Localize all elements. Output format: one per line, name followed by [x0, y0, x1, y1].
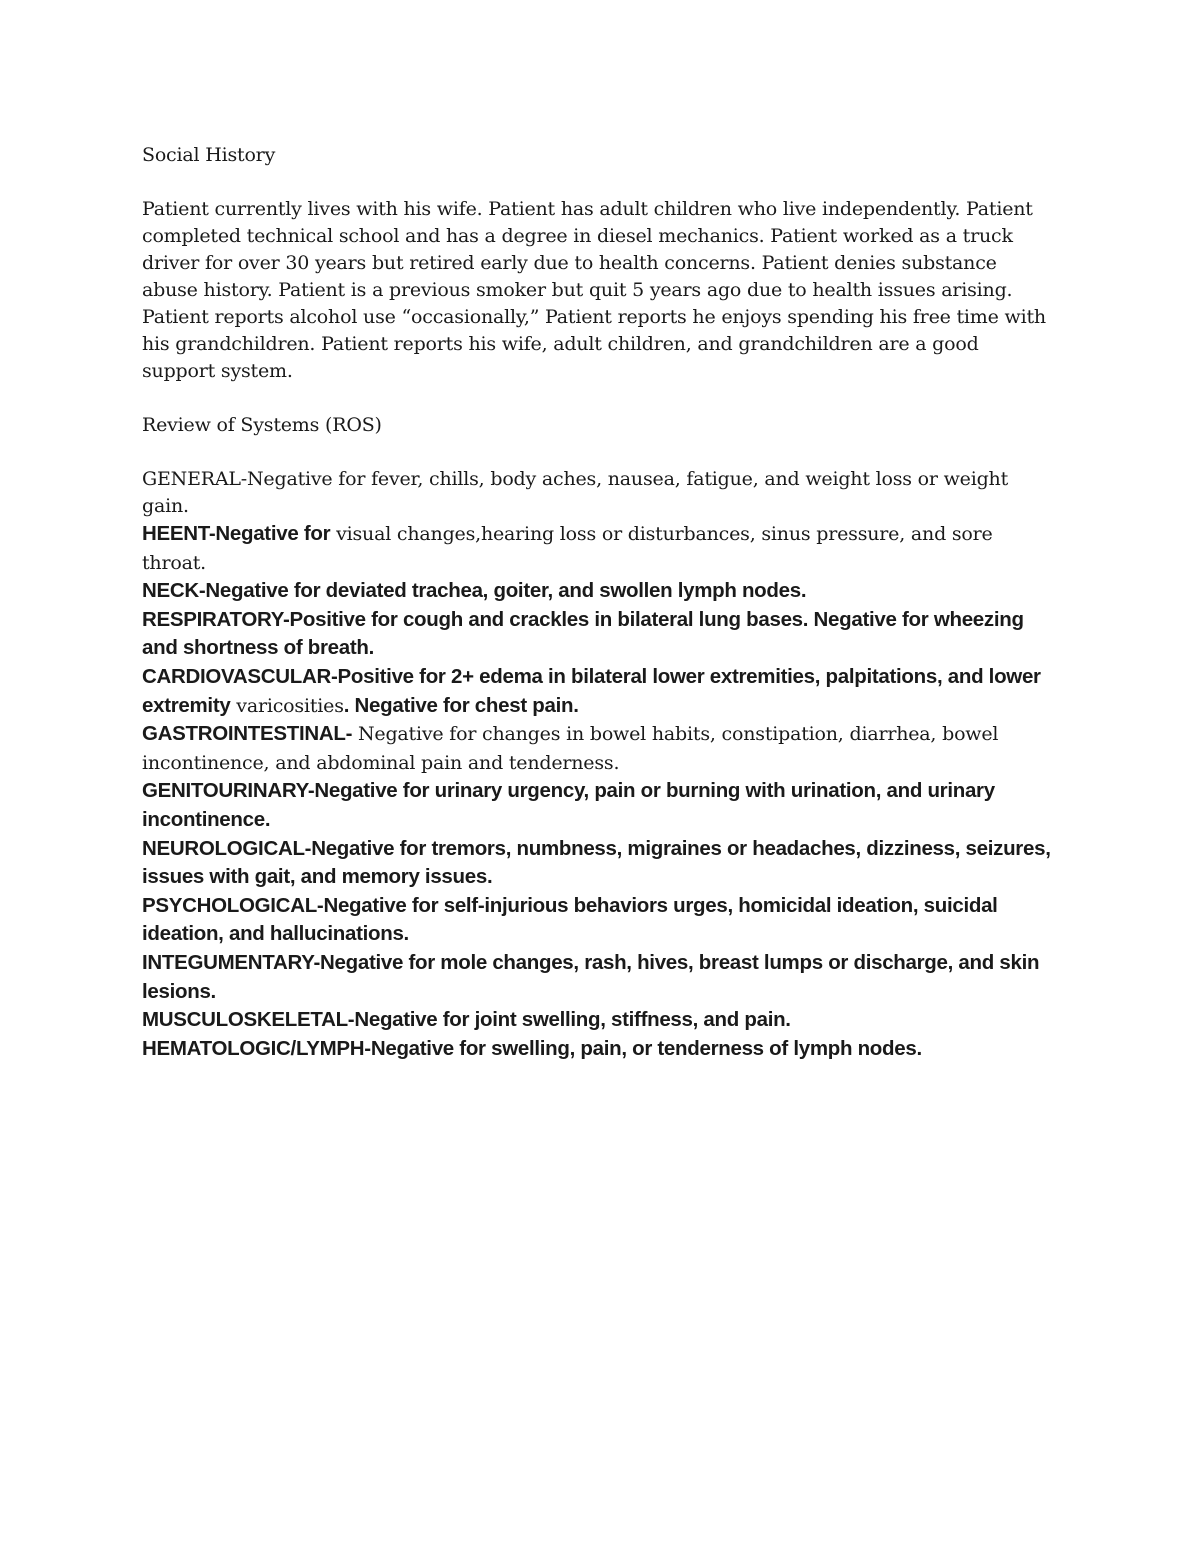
- ros-cardiovascular-label: CARDIOVASCULAR-Positive for 2+ edema in bilateral lower extremities, palpitations, and lower extremity: [142, 664, 1041, 717]
- ros-cardiovascular: [142, 663, 1054, 720]
- ros-psychological: PSYCHOLOGICAL-Negative for self-injurious behaviors urges, homicidal ideation, suicidal ideation, and hallucinations.: [142, 893, 998, 946]
- ros-heent-text: visual changes,hearing loss or disturbances, sinus pressure, and sore throat.: [142, 523, 993, 574]
- ros-heading: Review of Systems (ROS): [142, 414, 382, 436]
- ros-gastrointestinal-label: GASTROINTESTINAL-: [142, 722, 353, 746]
- social-history-paragraph: Patient currently lives with his wife. Patient has adult children who live independently. Patient completed technical school and has a degree in diesel mechanics. Patient worked as a truck driver for over 30 years but retired early due to health concerns. Patient denies substance abuse history. Patient is a previous smoker but quit 5 years ago due to health issues arising. Patient reports alcohol use “occasionally,” Patient reports he enjoys spending his free time with his grandchildren. Patient reports his wife, adult children, and grandchildren are a good support system.: [142, 198, 1046, 382]
- ros-gastrointestinal-text: Negative for changes in bowel habits, constipation, diarrhea, bowel incontinence, and abdominal pain and tenderness.: [142, 723, 999, 774]
- ros-heent-label: HEENT-Negative for: [142, 522, 331, 545]
- ros-cardiovascular-mid: varicosities: [230, 694, 344, 717]
- ros-genitourinary: GENITOURINARY-Negative for urinary urgency, pain or burning with urination, and urinary incontinence.: [142, 779, 995, 831]
- ros-neurological: NEUROLOGICAL-Negative for tremors, numbness, migraines or headaches, dizziness, seizures, issues with gait, and memory issues.: [142, 836, 1051, 889]
- document-body: [142, 142, 1054, 1063]
- ros-musculoskeletal: MUSCULOSKELETAL-Negative for joint swelling, stiffness, and pain.: [142, 1008, 791, 1032]
- ros-integumentary: INTEGUMENTARY-Negative for mole changes, rash, hives, breast lumps or discharge, and skin lesions.: [142, 950, 1040, 1003]
- ros-cardiovascular-rest: . Negative for chest pain.: [343, 693, 579, 717]
- ros-general: GENERAL-Negative for fever, chills, body aches, nausea, fatigue, and weight loss or weight gain.: [142, 468, 1009, 517]
- ros-hematologic: HEMATOLOGIC/LYMPH-Negative for swelling, pain, or tenderness of lymph nodes.: [142, 1036, 922, 1060]
- ros-heent: [142, 520, 1054, 577]
- ros-list: [142, 466, 1054, 1063]
- ros-neck: NECK-Negative for deviated trachea, goiter, and swollen lymph nodes.: [142, 579, 807, 603]
- ros-respiratory: RESPIRATORY-Positive for cough and crackles in bilateral lung bases. Negative for wheezing and shortness of breath.: [142, 607, 1024, 660]
- social-history-heading: Social History: [142, 144, 276, 166]
- ros-gastrointestinal: [142, 720, 1054, 777]
